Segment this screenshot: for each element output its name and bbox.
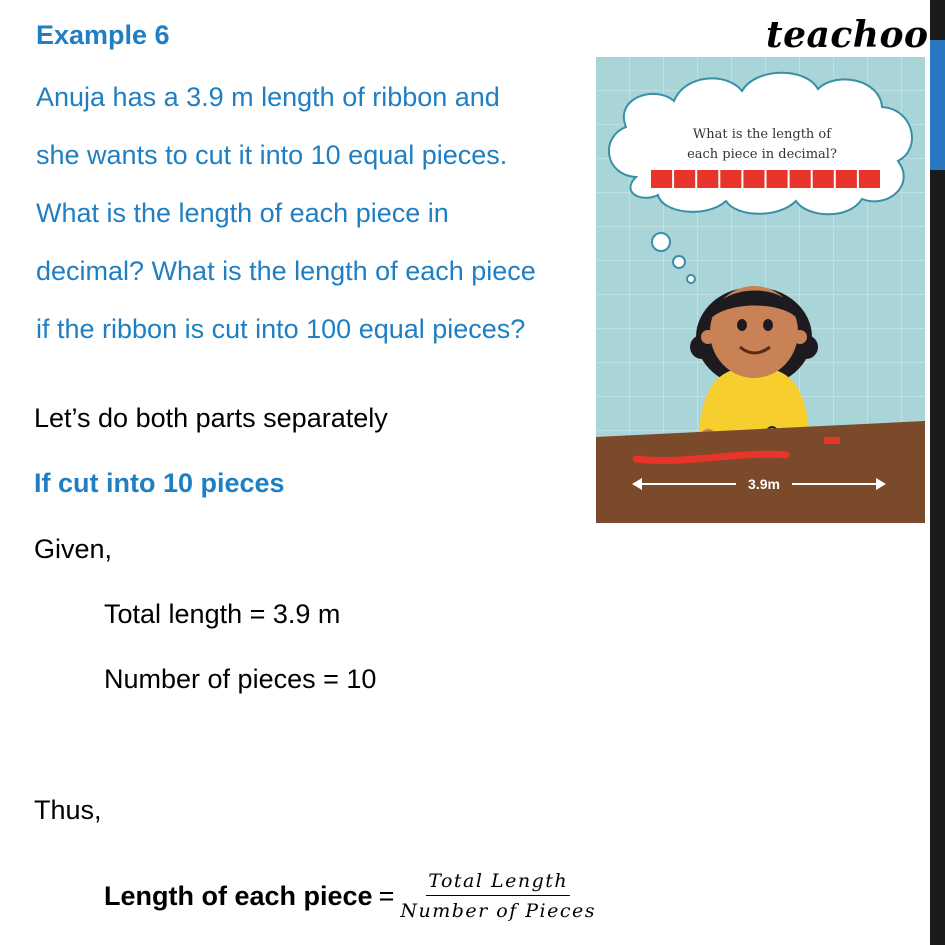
- ribbon-segment: [720, 170, 741, 188]
- question-line: decimal? What is the length of each piece: [36, 256, 536, 286]
- thus-label: Thus,: [34, 795, 102, 825]
- length-label: 3.9m: [748, 476, 780, 492]
- formula-lhs: Length of each piece: [104, 880, 373, 911]
- ribbon-illustration: [596, 57, 925, 523]
- fraction: [400, 870, 596, 922]
- brand-logo: teachoo: [766, 14, 929, 56]
- intro-text: Let’s do both parts separately: [34, 403, 388, 433]
- scrollbar[interactable]: [930, 0, 945, 945]
- number-of-pieces-line: Number of pieces = 10: [104, 664, 377, 694]
- ribbon-segment: [767, 170, 788, 188]
- formula: [104, 870, 596, 922]
- question-text: [36, 68, 596, 358]
- question-line: What is the length of each piece in: [36, 198, 449, 228]
- ribbon-segment: [651, 170, 672, 188]
- table: [596, 421, 925, 523]
- section-heading: If cut into 10 pieces: [34, 468, 285, 498]
- ribbon-segment: [813, 170, 834, 188]
- given-label: Given,: [34, 534, 113, 564]
- scrollbar-thumb[interactable]: [930, 40, 945, 170]
- ribbon-segment: [836, 170, 857, 188]
- question-line: she wants to cut it into 10 equal pieces.: [36, 140, 508, 170]
- ribbon-segment: [743, 170, 764, 188]
- ribbon-segment: [790, 170, 811, 188]
- ribbon-segment: [697, 170, 718, 188]
- total-length-line: Total length = 3.9 m: [104, 599, 341, 629]
- formula-equals: =: [378, 880, 395, 911]
- question-line: if the ribbon is cut into 100 equal pieces?: [36, 314, 526, 344]
- ribbon-segment: [674, 170, 695, 188]
- question-line: Anuja has a 3.9 m length of ribbon and: [36, 82, 500, 112]
- fraction-numerator: Total Length: [426, 870, 570, 896]
- ribbon-segment: [859, 170, 880, 188]
- example-title: Example 6: [36, 20, 170, 50]
- thought-text-line-2: each piece in decimal?: [687, 147, 837, 162]
- thought-text-line-1: What is the length of: [692, 127, 832, 142]
- fraction-denominator: Number of Pieces: [400, 900, 597, 922]
